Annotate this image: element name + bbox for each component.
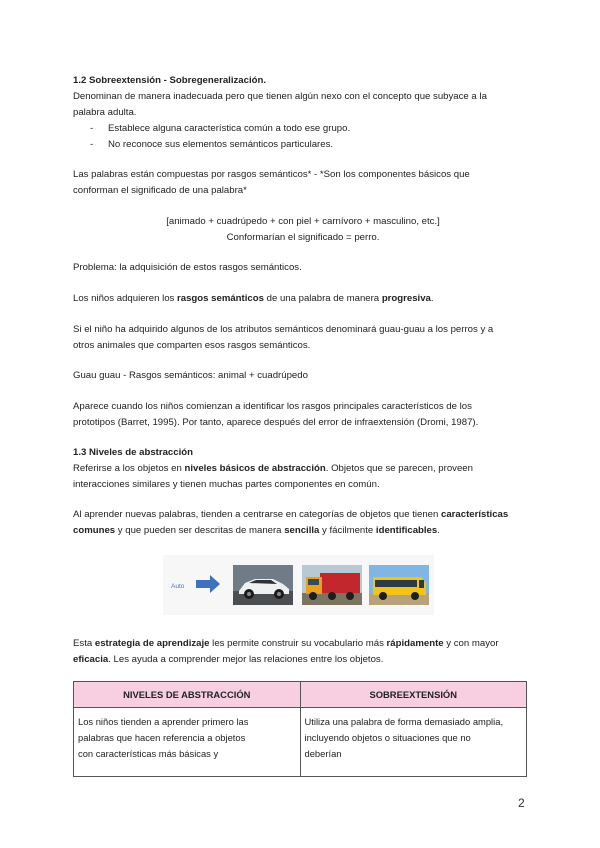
cell-line: con características más básicas y xyxy=(78,748,219,759)
car-image xyxy=(233,565,293,605)
table-cell xyxy=(300,708,527,777)
section-heading-niveles: 1.3 Niveles de abstracción xyxy=(73,447,193,458)
list-item xyxy=(90,137,530,153)
text-run: . xyxy=(430,293,434,304)
cell-line: incluyendo objetos o situaciones que no xyxy=(304,732,471,743)
column-header: SOBREEXTENSIÓN xyxy=(300,682,527,708)
paragraph-aprender xyxy=(73,507,533,523)
list-item xyxy=(90,121,530,137)
paragraph-line: Las palabras están compuestas por rasgos semánticos* - *Son los componentes básicos que xyxy=(73,169,470,180)
cell-line: palabras que hacen referencia a objetos xyxy=(78,732,246,743)
arrow-right-icon xyxy=(196,575,220,593)
bold-term: estrategia de aprendizaje xyxy=(94,638,210,649)
paragraph-line: interacciones similares y tienen muchas partes componentes en común. xyxy=(73,479,380,490)
text-run: Al aprender nuevas palabras, tienden a centrarse en categorías de objetos que tienen xyxy=(73,509,442,520)
bold-term: niveles básicos de abstracción xyxy=(184,463,326,474)
paragraph-referirse xyxy=(73,461,533,477)
text-run: . Objetos que se parecen, proveen xyxy=(325,463,473,474)
text-run: Esta xyxy=(73,638,95,649)
paragraph-guau-rasgos: Guau guau - Rasgos semánticos: animal + cuadrúpedo xyxy=(73,370,308,381)
text-run: y con mayor xyxy=(443,638,499,649)
cell-line: Utiliza una palabra de forma demasiado amplia, xyxy=(304,716,504,727)
bullet-marker: - xyxy=(90,123,94,134)
paragraph-line: palabra adulta. xyxy=(73,107,137,118)
list-item-text: No reconoce sus elementos semánticos particulares. xyxy=(108,139,334,150)
text-run: Los niños adquieren los xyxy=(73,293,178,304)
list-item-text: Establece alguna característica común a todo ese grupo. xyxy=(108,123,351,134)
comparison-table xyxy=(73,681,527,777)
column-header: NIVELES DE ABSTRACCIÓN xyxy=(74,682,301,708)
bold-term: sencilla xyxy=(284,525,320,536)
example-formula: [animado + cuadrúpedo + con piel + carnívoro + masculino, etc.] xyxy=(166,216,440,227)
bold-term: rasgos semánticos xyxy=(177,293,264,304)
bold-term: identificables xyxy=(375,525,438,536)
text-run: Referirse a los objetos en xyxy=(73,463,185,474)
text-run: . xyxy=(437,525,440,536)
table-header-row xyxy=(74,682,527,708)
truck-image xyxy=(302,565,362,605)
bold-term: comunes xyxy=(73,525,116,536)
paragraph-problema: Problema: la adquisición de estos rasgos semánticos. xyxy=(73,262,302,273)
page-number: 2 xyxy=(518,796,525,810)
cell-line: Los niños tienden a aprender primero las xyxy=(78,716,249,727)
table-cell xyxy=(74,708,301,777)
vehicle-figure xyxy=(163,555,434,615)
text-run: les permite construir su vocabulario más xyxy=(209,638,387,649)
text-run: de una palabra de manera xyxy=(263,293,382,304)
section-heading-sobreextension: 1.2 Sobreextensión - Sobregeneralización. xyxy=(73,75,266,86)
paragraph-aprender-cont xyxy=(73,523,533,539)
paragraph-estrategia xyxy=(73,636,533,652)
bus-image xyxy=(369,565,429,605)
paragraph-estrategia-cont xyxy=(73,652,533,668)
paragraph-line: Denominan de manera inadecuada pero que tienen algún nexo con el concepto que subyace a la xyxy=(73,91,487,102)
paragraph-line: prototipos (Barret, 1995). Por tanto, aparece después del error de infraextensión (Dromi, 1987). xyxy=(73,417,479,428)
text-run: y fácilmente xyxy=(319,525,376,536)
paragraph-line: otros animales que comparten esos rasgos semánticos. xyxy=(73,340,311,351)
text-run: . Les ayuda a comprender mejor las relaciones entre los objetos. xyxy=(108,654,384,665)
figure-label: Auto xyxy=(171,583,185,590)
paragraph-ninos xyxy=(73,291,533,307)
bold-term: progresiva xyxy=(381,293,431,304)
bold-term: eficacia xyxy=(73,654,109,665)
paragraph-line: Aparece cuando los niños comienzan a identificar los rasgos principales característicos de los xyxy=(73,401,472,412)
cell-line: deberían xyxy=(304,748,342,759)
paragraph-line: Si el niño ha adquirido algunos de los atributos semánticos denominará guau-guau a los perros y a xyxy=(73,324,494,335)
table-row xyxy=(74,708,527,777)
bold-term: características xyxy=(441,509,509,520)
bold-term: rápidamente xyxy=(386,638,444,649)
text-run: y que pueden ser descritas de manera xyxy=(115,525,285,536)
bullet-marker: - xyxy=(90,139,94,150)
example-result: Conformarían el significado = perro. xyxy=(226,232,380,243)
paragraph-line: conforman el significado de una palabra* xyxy=(73,185,247,196)
